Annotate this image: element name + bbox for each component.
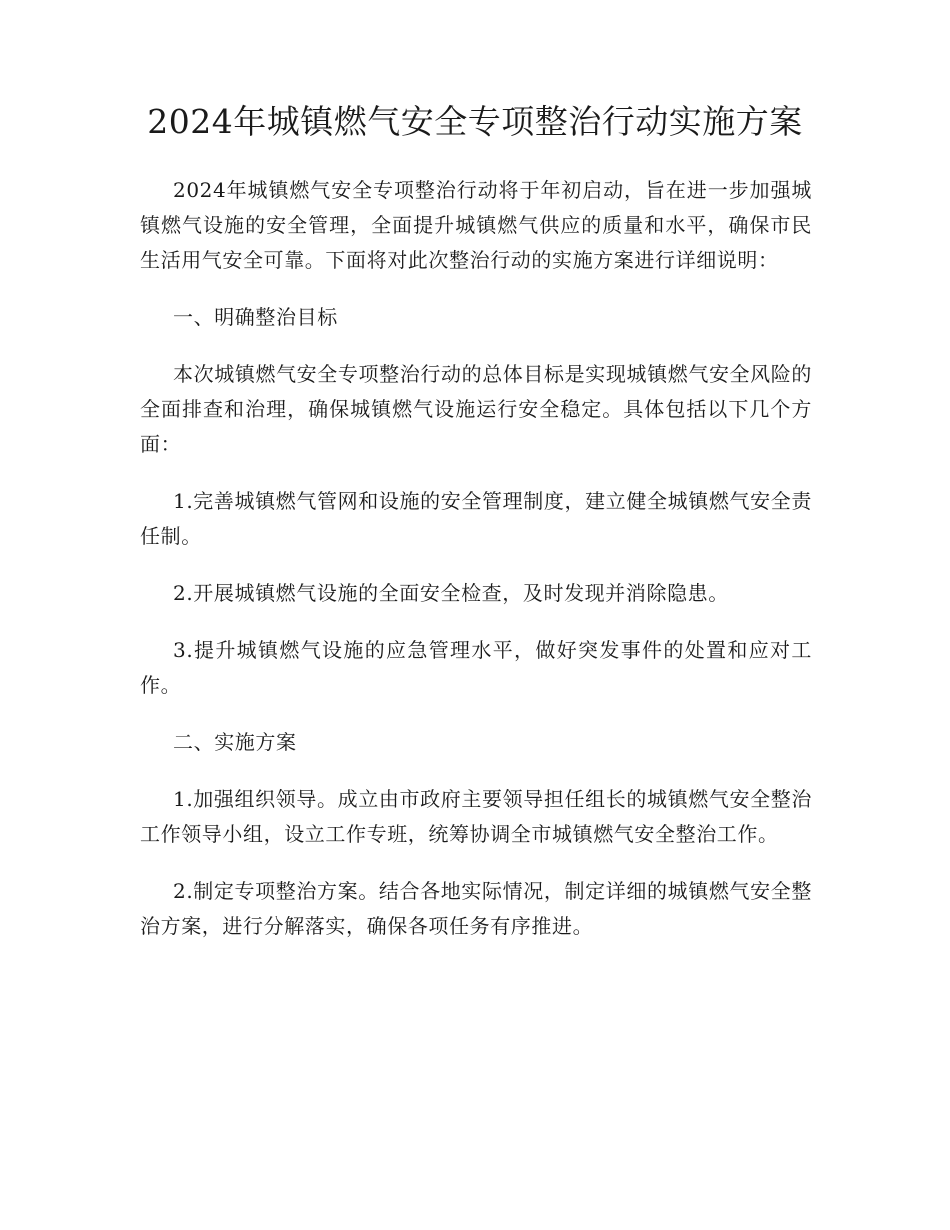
plan-item-1: 1.加强组织领导。成立由市政府主要领导担任组长的城镇燃气安全整治工作领导小组，设立工作专班，统筹协调全市城镇燃气安全整治工作。 <box>140 787 812 846</box>
section-heading-plan: 二、实施方案 <box>173 730 297 754</box>
goal-item-2: 2.开展城镇燃气设施的全面安全检查，及时发现并消除隐患。 <box>173 581 729 605</box>
section-heading-goals: 一、明确整治目标 <box>173 305 338 329</box>
goal-item-1: 1.完善城镇燃气管网和设施的安全管理制度，建立健全城镇燃气安全责任制。 <box>140 489 812 548</box>
goal-item-3: 3.提升城镇燃气设施的应急管理水平，做好突发事件的处置和应对工作。 <box>140 638 812 697</box>
goals-paragraph: 本次城镇燃气安全专项整治行动的总体目标是实现城镇燃气安全风险的全面排查和治理，确保城镇燃气设施运行安全稳定。具体包括以下几个方面： <box>140 362 812 456</box>
document-title: 2024年城镇燃气安全专项整治行动实施方案 <box>147 102 803 141</box>
plan-item-2: 2.制定专项整治方案。结合各地实际情况，制定详细的城镇燃气安全整治方案，进行分解落实，确保各项任务有序推进。 <box>140 879 812 938</box>
document-body <box>140 173 812 966</box>
intro-paragraph: 2024年城镇燃气安全专项整治行动将于年初启动，旨在进一步加强城镇燃气设施的安全管理，全面提升城镇燃气供应的质量和水平，确保市民生活用气安全可靠。下面将对此次整治行动的实施方案进行详细说明： <box>140 178 812 272</box>
